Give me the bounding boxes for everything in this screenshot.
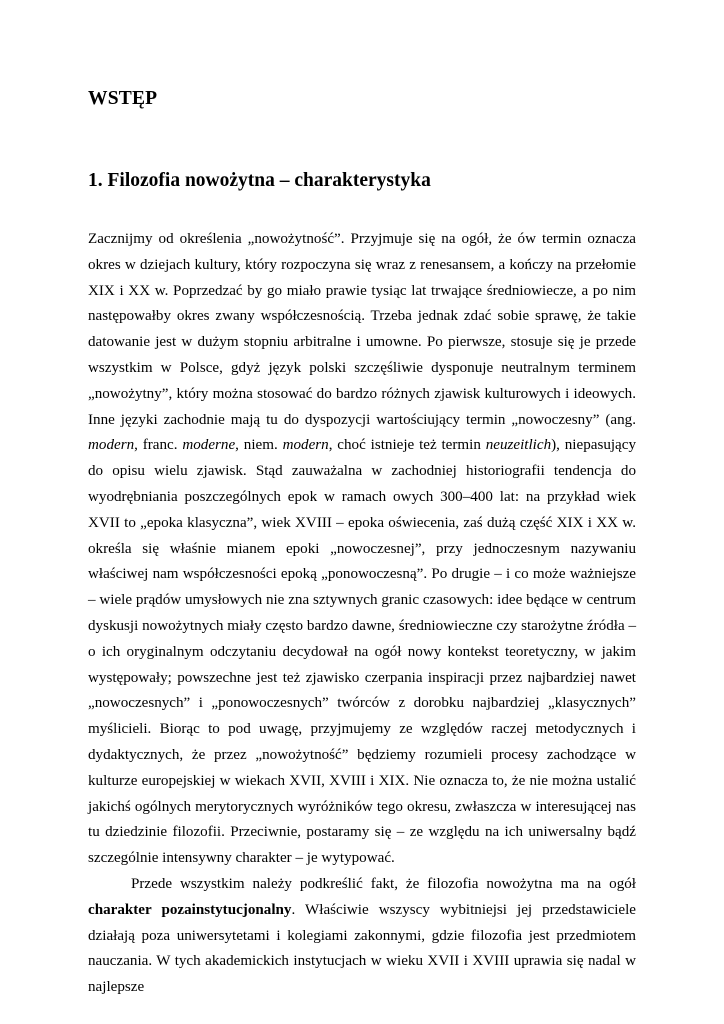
section-title: 1. Filozofia nowożytna – charakterystyka (88, 170, 431, 191)
italic-term-modern-en: modern (88, 437, 135, 454)
paragraph-1-text-1: Zacznijmy od określenia „nowożytność”. Przyjmuje się na ogół, że ów termin oznacza okres w dziejach kultury, który rozpoczyna się wraz z renesansem, a kończy na przełomie XIX i XX w. Poprzedzać by go miało prawie tysiąc lat trwające średniowiecze, a po nim następowałby okres zwany współczesnością. Trzeba jednak zdać sobie sprawę, że takie datowanie jest w dużym stopniu arbitralne i umowne. Po pierwsze, stosuje się je przede wszystkim w Polsce, gdyż język polski szczęśliwie dysponuje neutralnym terminem „nowożytny”, który można stosować do bardzo różnych zjawisk kulturowych i ideowych. Inne języki zachodnie mają tu do dyspozycji wartościujący termin „nowoczesny” (ang. (88, 231, 636, 428)
italic-term-neuzeitlich: neuzeitlich (485, 437, 552, 454)
paragraph-2-text-2: . Właściwie wszyscy wybitniejsi jej przedstawiciele działają poza uniwersytetami i kolegiami zakonnymi, gdzie filozofia jest przedmiotem nauczania. W tych akademickich instytucjach w wieku XVII i XVIII uprawia się nadal w najlepsze (88, 901, 636, 996)
paragraph-2 (88, 872, 636, 1001)
paragraph-1-text-3: , niem. (235, 437, 283, 454)
italic-term-moderne-fr: moderne (182, 437, 236, 454)
page-heading: WSTĘP (88, 88, 158, 109)
paragraph-2-text-1: Przede wszystkim należy podkreślić fakt, że filozofia nowożytna ma na ogół (131, 875, 636, 892)
paragraph-1-text-4: , choć istnieje też termin (328, 437, 486, 454)
paragraph-1 (88, 227, 636, 872)
paragraph-1-text-2: , franc. (134, 437, 183, 454)
bold-phrase: charakter pozainstytucjonalny (88, 901, 292, 918)
body-text (88, 227, 636, 1001)
italic-term-modern-de: modern (282, 437, 329, 454)
paragraph-1-text-5: ), niepasujący do opisu wielu zjawisk. Stąd zauważalna w zachodniej historiografii tendencja do wyodrębniania poszczególnych epok w ramach owych 300–400 lat: na przykład wiek XVII to „epoka klasyczna”, wiek XVIII – epoka oświecenia, zaś dużą część XIX i XX w. określa się właśnie mianem epoki „nowoczesnej”, przy jednoczesnym nazywaniu właściwej nam współczesności epoką „ponowoczesną”. Po drugie – i co może ważniejsze – wiele prądów umysłowych nie zna sztywnych granic czasowych: idee będące w centrum dyskusji nowożytnych miały często bardzo dawne, średniowieczne czy starożytne źródła – o ich oryginalnym odczytaniu decydował na ogół nowy kontekst teoretyczny, w jakim występowały; powszechne jest też zjawisko czerpania inspiracji przez najbardziej nawet „nowoczesnych” i „ponowoczesnych” twórców z dorobku najbardziej „klasycznych” myślicieli. Biorąc to pod uwagę, przyjmujemy ze względów raczej metodycznych i dydaktycznych, że przez „nowożytność” będziemy rozumieli procesy zachodzące w kulturze europejskiej w wiekach XVII, XVIII i XIX. Nie oznacza to, że nie można ustalić jakichś ogólnych merytorycznych wyróżników tego okresu, zwłaszcza w interesującej nas tu dziedzinie filozofii. Przeciwnie, postaramy się – ze względu na ich uniwersalny bądź szczególnie intensywny charakter – je wytypować. (88, 437, 637, 867)
